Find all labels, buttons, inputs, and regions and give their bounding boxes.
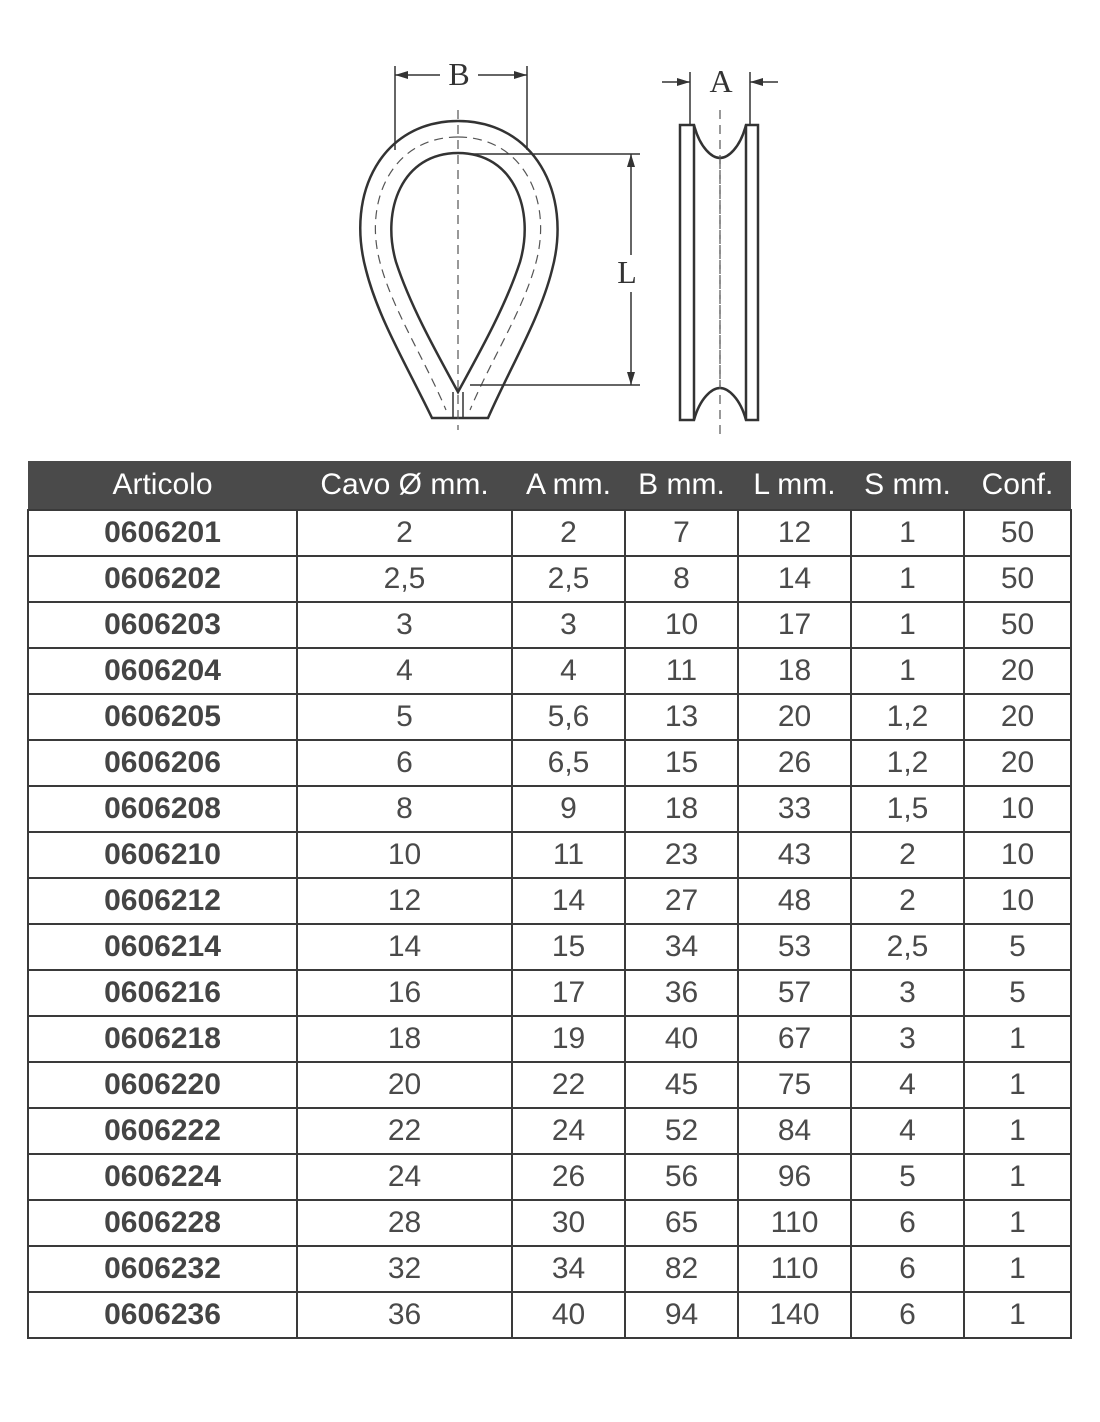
article-code-cell: 0606212 [28, 878, 297, 924]
article-code-cell: 0606220 [28, 1062, 297, 1108]
a-mm-cell: 11 [512, 832, 625, 878]
cable-diameter-cell: 6 [297, 740, 512, 786]
l-mm-cell: 14 [738, 556, 851, 602]
article-code-cell: 0606204 [28, 648, 297, 694]
a-mm-cell: 4 [512, 648, 625, 694]
table-row [28, 1154, 1071, 1200]
b-mm-cell: 40 [625, 1016, 738, 1062]
cable-diameter-cell: 16 [297, 970, 512, 1016]
table-row [28, 648, 1071, 694]
s-mm-cell: 6 [851, 1292, 964, 1338]
thimble-outer-outline [360, 121, 557, 418]
a-mm-cell: 22 [512, 1062, 625, 1108]
l-mm-cell: 140 [738, 1292, 851, 1338]
s-mm-cell: 5 [851, 1154, 964, 1200]
conf-cell: 20 [964, 694, 1071, 740]
conf-cell: 10 [964, 878, 1071, 924]
b-mm-cell: 65 [625, 1200, 738, 1246]
conf-cell: 1 [964, 1108, 1071, 1154]
l-mm-cell: 110 [738, 1200, 851, 1246]
table-row [28, 924, 1071, 970]
a-mm-cell: 34 [512, 1246, 625, 1292]
table-row [28, 1108, 1071, 1154]
s-mm-cell: 1 [851, 556, 964, 602]
thimble-spec-table [27, 461, 1072, 1339]
s-mm-cell: 1,5 [851, 786, 964, 832]
s-mm-cell: 2 [851, 832, 964, 878]
cable-diameter-cell: 24 [297, 1154, 512, 1200]
cable-diameter-cell: 2,5 [297, 556, 512, 602]
l-mm-cell: 20 [738, 694, 851, 740]
conf-cell: 50 [964, 510, 1071, 556]
b-mm-cell: 36 [625, 970, 738, 1016]
b-mm-cell: 94 [625, 1292, 738, 1338]
article-code-cell: 0606224 [28, 1154, 297, 1200]
b-mm-cell: 15 [625, 740, 738, 786]
a-mm-cell: 5,6 [512, 694, 625, 740]
article-code-cell: 0606236 [28, 1292, 297, 1338]
table-header-row [28, 461, 1071, 510]
b-mm-cell: 52 [625, 1108, 738, 1154]
a-mm-cell: 9 [512, 786, 625, 832]
table-row [28, 832, 1071, 878]
b-mm-cell: 11 [625, 648, 738, 694]
article-code-cell: 0606216 [28, 970, 297, 1016]
article-code-cell: 0606205 [28, 694, 297, 740]
l-mm-cell: 110 [738, 1246, 851, 1292]
l-mm-cell: 17 [738, 602, 851, 648]
a-mm-cell: 30 [512, 1200, 625, 1246]
b-mm-cell: 45 [625, 1062, 738, 1108]
cable-diameter-cell: 36 [297, 1292, 512, 1338]
table-row [28, 740, 1071, 786]
s-mm-cell: 1,2 [851, 740, 964, 786]
article-code-cell: 0606218 [28, 1016, 297, 1062]
cable-diameter-cell: 8 [297, 786, 512, 832]
table-row [28, 556, 1071, 602]
a-mm-cell: 15 [512, 924, 625, 970]
b-mm-cell: 23 [625, 832, 738, 878]
a-mm-cell: 19 [512, 1016, 625, 1062]
b-mm-cell: 10 [625, 602, 738, 648]
col-header-l: L mm. [738, 461, 851, 510]
s-mm-cell: 4 [851, 1062, 964, 1108]
a-mm-cell: 26 [512, 1154, 625, 1200]
s-mm-cell: 6 [851, 1246, 964, 1292]
a-mm-cell: 40 [512, 1292, 625, 1338]
a-mm-cell: 2,5 [512, 556, 625, 602]
s-mm-cell: 3 [851, 1016, 964, 1062]
l-mm-cell: 18 [738, 648, 851, 694]
table-row [28, 1246, 1071, 1292]
cable-diameter-cell: 12 [297, 878, 512, 924]
a-mm-cell: 6,5 [512, 740, 625, 786]
b-mm-cell: 18 [625, 786, 738, 832]
conf-cell: 20 [964, 648, 1071, 694]
s-mm-cell: 1,2 [851, 694, 964, 740]
cable-diameter-cell: 5 [297, 694, 512, 740]
s-mm-cell: 3 [851, 970, 964, 1016]
b-mm-cell: 34 [625, 924, 738, 970]
conf-cell: 1 [964, 1062, 1071, 1108]
s-mm-cell: 4 [851, 1108, 964, 1154]
cable-diameter-cell: 2 [297, 510, 512, 556]
l-mm-cell: 84 [738, 1108, 851, 1154]
l-mm-cell: 75 [738, 1062, 851, 1108]
article-code-cell: 0606214 [28, 924, 297, 970]
l-mm-cell: 53 [738, 924, 851, 970]
l-mm-cell: 96 [738, 1154, 851, 1200]
table-row [28, 1062, 1071, 1108]
b-mm-cell: 13 [625, 694, 738, 740]
s-mm-cell: 1 [851, 648, 964, 694]
conf-cell: 20 [964, 740, 1071, 786]
cable-diameter-cell: 22 [297, 1108, 512, 1154]
conf-cell: 1 [964, 1246, 1071, 1292]
s-mm-cell: 6 [851, 1200, 964, 1246]
article-code-cell: 0606222 [28, 1108, 297, 1154]
conf-cell: 1 [964, 1200, 1071, 1246]
article-code-cell: 0606232 [28, 1246, 297, 1292]
article-code-cell: 0606201 [28, 510, 297, 556]
col-header-articolo: Articolo [28, 461, 297, 510]
table-row [28, 602, 1071, 648]
conf-cell: 10 [964, 786, 1071, 832]
table-row [28, 1292, 1071, 1338]
s-mm-cell: 2,5 [851, 924, 964, 970]
cable-diameter-cell: 20 [297, 1062, 512, 1108]
table-row [28, 510, 1071, 556]
cable-diameter-cell: 3 [297, 602, 512, 648]
col-header-a: A mm. [512, 461, 625, 510]
b-mm-cell: 7 [625, 510, 738, 556]
b-mm-cell: 8 [625, 556, 738, 602]
a-mm-cell: 3 [512, 602, 625, 648]
l-mm-cell: 12 [738, 510, 851, 556]
s-mm-cell: 2 [851, 878, 964, 924]
table-row [28, 970, 1071, 1016]
l-mm-cell: 67 [738, 1016, 851, 1062]
article-code-cell: 0606202 [28, 556, 297, 602]
article-code-cell: 0606208 [28, 786, 297, 832]
conf-cell: 5 [964, 970, 1071, 1016]
l-mm-cell: 43 [738, 832, 851, 878]
col-header-s: S mm. [851, 461, 964, 510]
conf-cell: 1 [964, 1154, 1071, 1200]
l-mm-cell: 33 [738, 786, 851, 832]
cable-diameter-cell: 10 [297, 832, 512, 878]
table-row [28, 1016, 1071, 1062]
conf-cell: 1 [964, 1292, 1071, 1338]
table-row [28, 786, 1071, 832]
table-row [28, 694, 1071, 740]
l-mm-cell: 26 [738, 740, 851, 786]
conf-cell: 5 [964, 924, 1071, 970]
dimension-label-a: A [709, 63, 733, 99]
a-mm-cell: 24 [512, 1108, 625, 1154]
a-mm-cell: 14 [512, 878, 625, 924]
article-code-cell: 0606206 [28, 740, 297, 786]
conf-cell: 50 [964, 556, 1071, 602]
dimension-label-l: L [617, 254, 637, 290]
b-mm-cell: 27 [625, 878, 738, 924]
article-code-cell: 0606203 [28, 602, 297, 648]
table-row [28, 1200, 1071, 1246]
cable-diameter-cell: 4 [297, 648, 512, 694]
conf-cell: 1 [964, 1016, 1071, 1062]
s-mm-cell: 1 [851, 510, 964, 556]
table-row [28, 878, 1071, 924]
col-header-b: B mm. [625, 461, 738, 510]
dimension-label-b: B [448, 56, 470, 92]
article-code-cell: 0606210 [28, 832, 297, 878]
thimble-technical-drawing [340, 30, 800, 440]
cable-diameter-cell: 18 [297, 1016, 512, 1062]
conf-cell: 10 [964, 832, 1071, 878]
col-header-conf: Conf. [964, 461, 1071, 510]
s-mm-cell: 1 [851, 602, 964, 648]
conf-cell: 50 [964, 602, 1071, 648]
a-mm-cell: 2 [512, 510, 625, 556]
col-header-cavo: Cavo Ø mm. [297, 461, 512, 510]
cable-diameter-cell: 32 [297, 1246, 512, 1292]
cable-diameter-cell: 14 [297, 924, 512, 970]
b-mm-cell: 82 [625, 1246, 738, 1292]
article-code-cell: 0606228 [28, 1200, 297, 1246]
l-mm-cell: 57 [738, 970, 851, 1016]
cable-diameter-cell: 28 [297, 1200, 512, 1246]
l-mm-cell: 48 [738, 878, 851, 924]
b-mm-cell: 56 [625, 1154, 738, 1200]
a-mm-cell: 17 [512, 970, 625, 1016]
